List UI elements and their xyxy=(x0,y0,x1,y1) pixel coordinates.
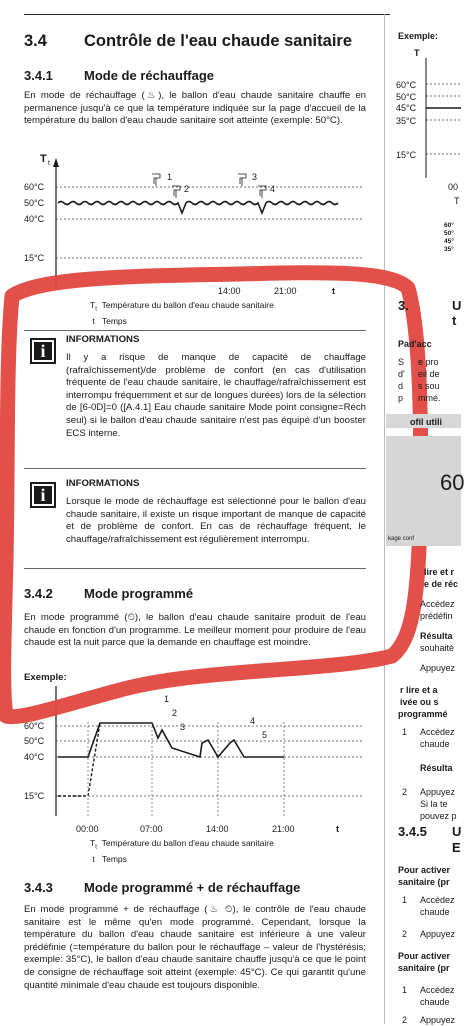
info-body: Il y a risque de manque de capacité de chauffage (rafraîchissement)/de problème de confort (en cas d'utilisation fréquente de l'eau chaude sanitaire, le chauffage/rafraîchissement est interrompu fréquemment et sur de longues durées) lors de la sélection de [6-0D]=0 ([A.4.1] Eau chaude sanitaire Mode point consigne=Réch seul) si le ballon d'eau chaude sanitaire n'est pas équipé d'un booster ECS interne. xyxy=(66,352,366,439)
marker-label: 1 xyxy=(164,694,170,704)
rc-text: Accédez xyxy=(420,895,455,905)
info-title: INFORMATIONS xyxy=(66,478,140,489)
rc-text: Accédez xyxy=(420,985,455,995)
subsection-title: Mode programmé xyxy=(84,586,194,601)
marker-label: 1 xyxy=(167,172,173,182)
rc-text: chaude xyxy=(420,997,450,1007)
subsection-title: Mode de réchauffage xyxy=(84,68,215,83)
rc-text: Résulta xyxy=(420,631,453,641)
tick-label: 50°C xyxy=(24,198,45,208)
subsection-number: 3.4.1 xyxy=(24,68,53,83)
info-title: INFORMATIONS xyxy=(66,334,140,345)
x-tick-label: 14:00 xyxy=(206,824,229,834)
x-tick-label: 14:00 xyxy=(218,286,241,296)
rc-text: sanitaire (pr xyxy=(398,963,450,973)
rc-text: Résulta xyxy=(420,763,453,773)
rc-text: chaude xyxy=(420,907,450,917)
mini-legend-item: 50° xyxy=(444,230,454,237)
rc-text: chaude xyxy=(420,739,450,749)
marker-label: 3 xyxy=(180,722,186,732)
paragraph: En mode programmé + de réchauffage (♨ ⏲), le contrôle de l'eau chaude sanitaire est le même qu'en mode programmé. Cependant, lorsque la température du ballon d'eau chaude sanitaire est inférieure à une valeur prédéfinie (=température du ballon pour le réchauffage – valeur de l'hystérésis; exemple: 35°C), le ballon d'eau chaude sanitaire chauffe jusqu'à ce que le point de consigne de réchauffage soit atteint (exemple: 45°C). Ce qui garantit qu'une quantité minimale d'eau chaude est toujours disponible. xyxy=(24,904,366,991)
rc-text: mmé. xyxy=(418,393,441,403)
rc-x-label: T xyxy=(454,196,460,206)
x-tick-label: 00:00 xyxy=(76,824,99,834)
marker-label: 5 xyxy=(262,730,268,740)
rc-text: Pour activer xyxy=(398,951,451,961)
rc-text: souhaité xyxy=(420,643,455,653)
legend-symbol: T xyxy=(90,300,96,310)
legend xyxy=(90,838,274,865)
rc-text: Accédez xyxy=(420,727,455,737)
chart-y-label: T xyxy=(40,153,47,165)
rc-text: Si la te xyxy=(420,799,448,809)
rc-chart-y: T xyxy=(414,48,420,58)
rc-subsection-title: E xyxy=(452,840,461,855)
tick-label: 50°C xyxy=(396,92,417,102)
info-body: Lorsque le mode de réchauffage est sélectionné pour le ballon d'eau chaude sanitaire, il existe un risque important de manque de capacité et de problème de confort. En cas de réchauffage fréquent, le chauffage/rafraîchissement est régulièrement interrompu. xyxy=(66,496,366,545)
temperature-line xyxy=(58,723,284,757)
info-rule xyxy=(24,468,366,469)
dashed-line xyxy=(58,723,100,796)
mini-legend-item: 35° xyxy=(444,246,454,253)
temperature-line xyxy=(58,202,338,214)
subsection-title: Mode programmé + de réchauffage xyxy=(84,880,301,895)
rc-step-number: 2 xyxy=(402,929,408,939)
legend-text: Température du ballon d'eau chaude sanitaire xyxy=(101,838,274,848)
info-icon: i xyxy=(30,338,56,364)
rc-x-tick: 00 xyxy=(448,182,459,192)
tick-label: 15°C xyxy=(396,150,417,160)
rc-step-number: 1 xyxy=(402,727,408,737)
info-rule xyxy=(24,568,366,569)
top-rule xyxy=(24,14,390,15)
legend-text: Temps xyxy=(101,853,127,864)
legend-text: Temps xyxy=(101,315,127,326)
rc-display-value: 60 xyxy=(440,470,464,495)
rc-text: Pad'acc xyxy=(398,339,432,349)
x-tick-label: 21:00 xyxy=(272,824,295,834)
rc-text: ivée ou s xyxy=(400,697,439,707)
tick-label: 40°C xyxy=(24,214,45,224)
rc-text: e de réc xyxy=(424,579,459,589)
tick-label: 15°C xyxy=(24,791,45,801)
subsection-number: 3.4.2 xyxy=(24,586,53,601)
tap-icon xyxy=(238,174,246,186)
rc-step-number: 2 xyxy=(402,1015,408,1025)
chart-scheduled-mode xyxy=(22,686,366,836)
tick-label: 50°C xyxy=(24,736,45,746)
rc-mini-legend xyxy=(444,222,454,254)
rc-text: d' xyxy=(398,369,405,379)
rc-section-title: t xyxy=(452,313,457,328)
legend-symbol: T xyxy=(90,838,96,848)
marker-label: 3 xyxy=(252,172,258,182)
tick-label: 15°C xyxy=(24,253,45,263)
rc-text: Appuyez xyxy=(420,787,456,797)
tap-icon xyxy=(258,186,266,198)
subsection-number: 3.4.3 xyxy=(24,880,53,895)
tick-label: 60°C xyxy=(24,182,45,192)
legend-text: Température du ballon d'eau chaude sanitaire xyxy=(101,300,274,310)
rc-subsection-number: 3.4.5 xyxy=(398,824,427,839)
rc-text: s sou xyxy=(418,381,440,391)
rc-text: programmé xyxy=(398,709,448,719)
tick-label: 60°C xyxy=(24,721,45,731)
chart-y-sub: t xyxy=(48,160,50,167)
rc-text: d xyxy=(398,381,404,391)
mini-legend-item: 45° xyxy=(444,238,454,245)
tick-label: 60°C xyxy=(396,80,417,90)
rc-text: r lire et a xyxy=(400,685,438,695)
paragraph: En mode de réchauffage (♨), le ballon d'eau chaude sanitaire chauffe en permanence jusqu'à ce que la température indiquée sur la page d'accueil de la température du ballon d'eau chaude sanitaire soit atteinte (exemple: 50°C). xyxy=(24,90,366,127)
rc-section-number: 3. xyxy=(398,298,409,313)
marker-label: 4 xyxy=(270,184,276,194)
column-divider xyxy=(384,14,385,1024)
legend-symbol: t xyxy=(92,315,95,326)
mini-legend-item: 60° xyxy=(444,222,454,229)
x-axis-unit: t xyxy=(332,286,335,296)
rc-example: Exemple: xyxy=(398,31,439,41)
rc-subsection-title: U xyxy=(452,824,462,839)
rc-step-number: 1 xyxy=(402,895,408,905)
paragraph: En mode programmé (⏲), le ballon d'eau chaude sanitaire produit de l'eau chaude en fonction d'un programme. Le meilleur moment pour produire de l'eau chaude est la nuit parce que la demande en chauffage est moindre. xyxy=(24,612,366,649)
info-rule xyxy=(24,330,366,331)
rc-chart xyxy=(394,44,461,214)
legend-symbol-sub: t xyxy=(95,306,97,313)
rc-step-number: 2 xyxy=(402,787,408,797)
rc-text: Accédez xyxy=(420,599,455,609)
legend-symbol: t xyxy=(92,853,95,864)
tap-icon xyxy=(152,174,160,186)
rc-text: lire et r xyxy=(424,567,455,577)
section-title: Contrôle de l'eau chaude sanitaire xyxy=(84,32,352,50)
rc-text: prédéfin xyxy=(420,611,453,621)
rc-text: Appuyez xyxy=(420,929,456,939)
rc-display-label: kage conf xyxy=(388,536,415,542)
rc-text: e pro xyxy=(418,357,439,367)
rc-section-title: U xyxy=(452,298,462,313)
rc-text: S xyxy=(398,357,405,367)
rc-text: sanitaire (pr xyxy=(398,877,450,887)
y-axis-arrow xyxy=(53,158,59,167)
x-tick-label: 07:00 xyxy=(140,824,163,834)
rc-text: Pour activer xyxy=(398,865,451,875)
marker-label: 2 xyxy=(172,708,178,718)
tick-label: 40°C xyxy=(24,752,45,762)
marker-label: 4 xyxy=(250,716,256,726)
legend-symbol-sub: t xyxy=(95,844,97,851)
example-label: Exemple: xyxy=(24,672,67,683)
rc-text: Appuyez xyxy=(420,1015,456,1025)
rc-text: pouvez p xyxy=(420,811,457,821)
rc-text: p xyxy=(398,393,404,403)
tap-icon xyxy=(172,186,180,198)
tick-label: 35°C xyxy=(396,116,417,126)
tick-label: 45°C xyxy=(396,103,417,113)
section-number: 3.4 xyxy=(24,32,47,50)
rc-step-number: 1 xyxy=(402,985,408,995)
x-tick-label: 21:00 xyxy=(274,286,297,296)
marker-label: 2 xyxy=(184,184,190,194)
chart-reheat-mode xyxy=(22,148,366,296)
legend xyxy=(90,300,274,327)
x-axis-unit: t xyxy=(336,824,339,834)
rc-text: eil de xyxy=(418,369,440,379)
rc-table-header-text: ofil utili xyxy=(410,417,442,427)
rc-text: Appuyez xyxy=(420,663,456,673)
info-icon: i xyxy=(30,482,56,508)
